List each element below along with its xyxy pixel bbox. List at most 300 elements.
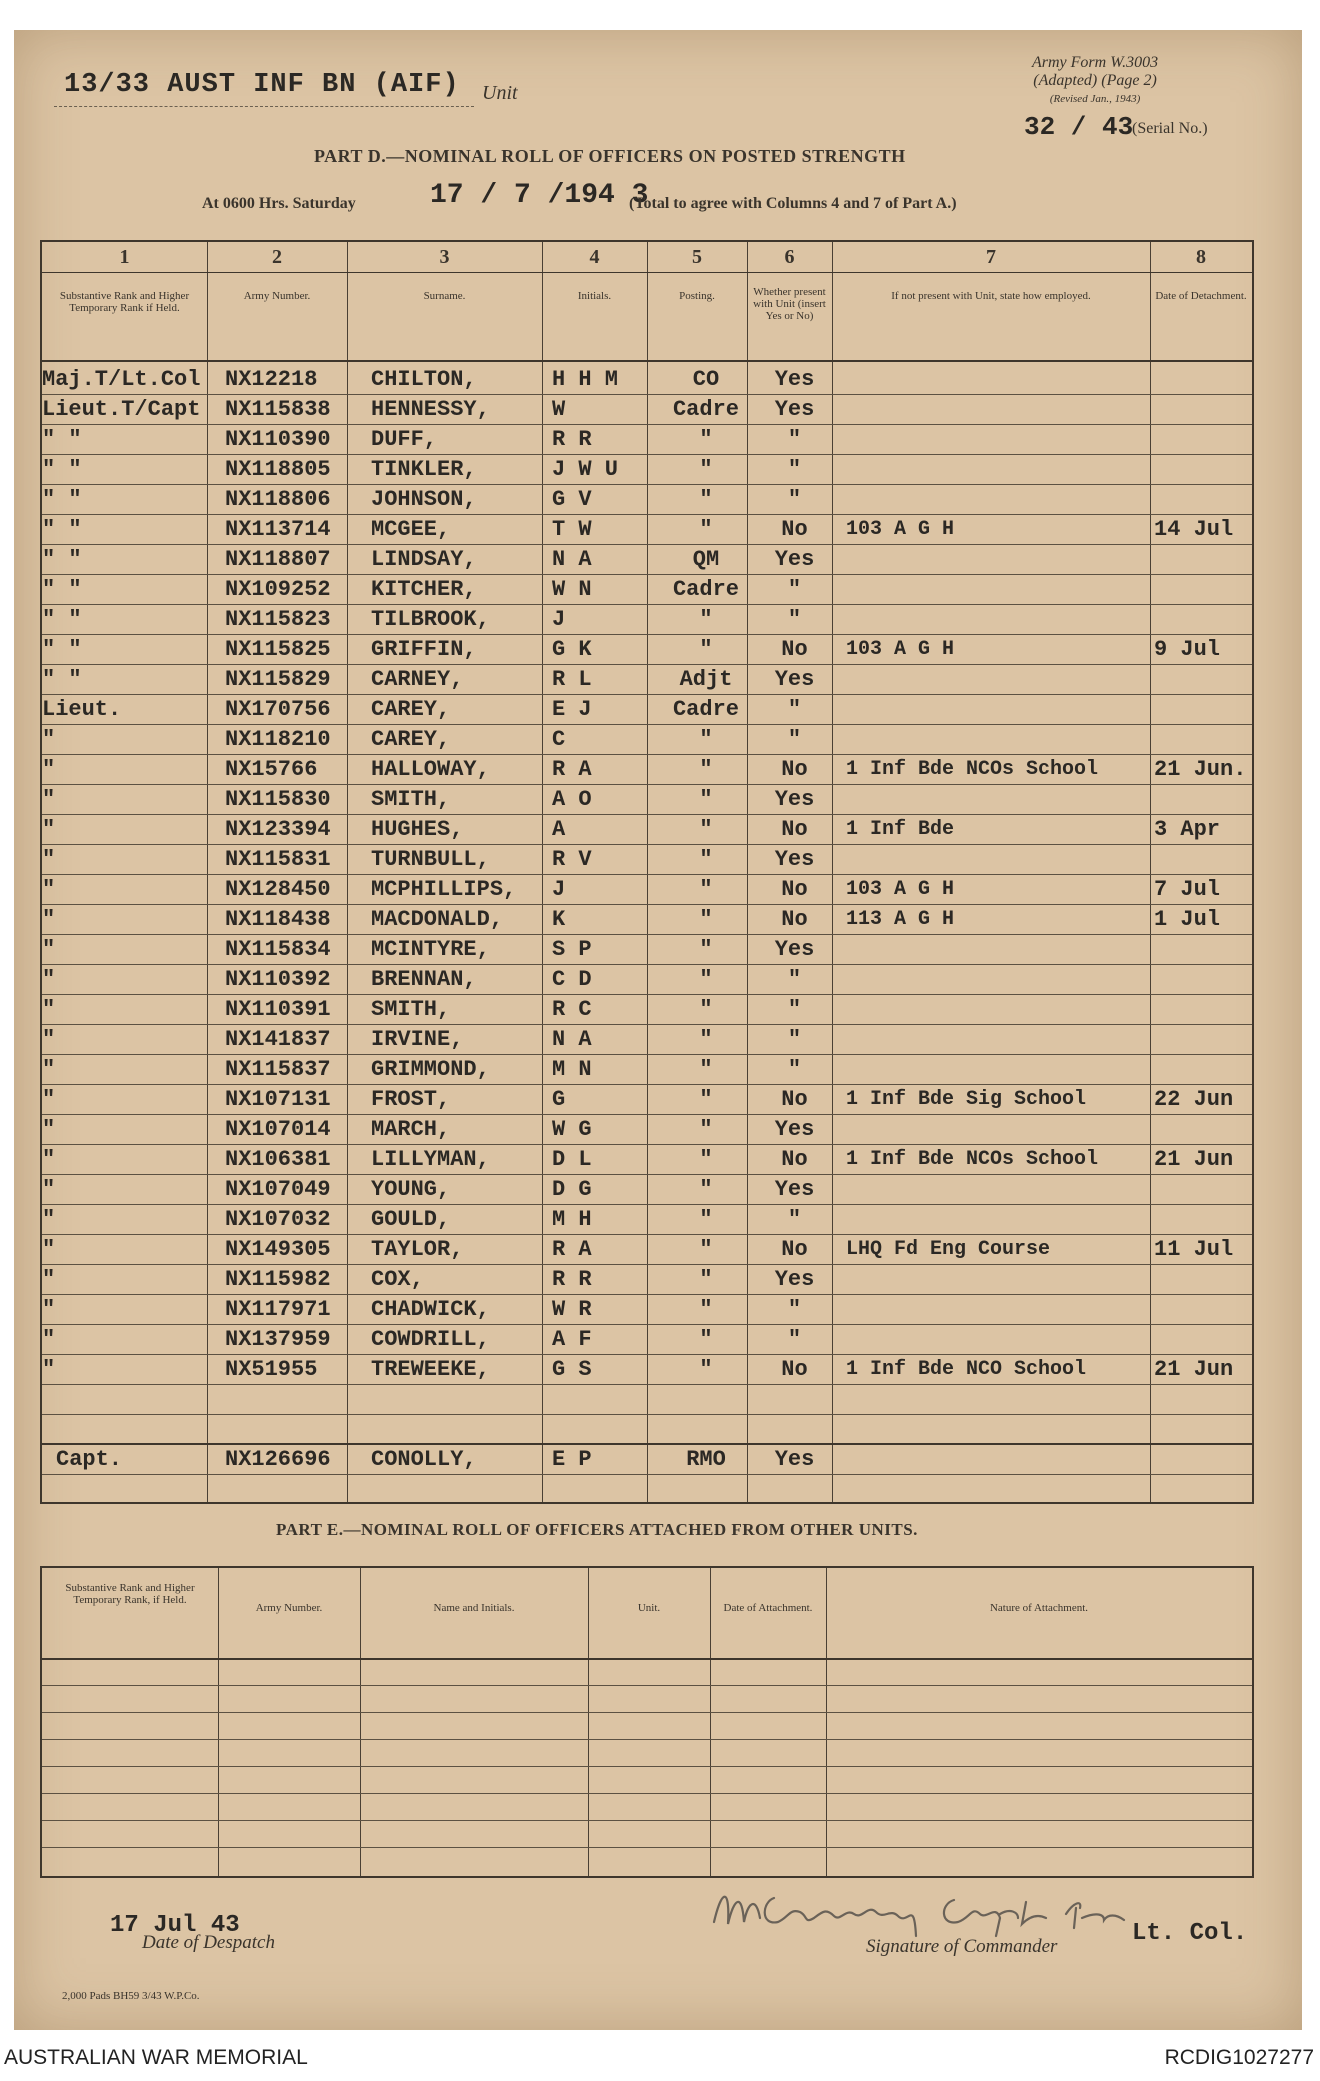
row-divider	[42, 1024, 1252, 1025]
table-cell: 113 A G H	[846, 908, 955, 931]
table-cell: "	[42, 757, 56, 782]
army-form-adapted: (Adapted) (Page 2)	[1033, 72, 1157, 89]
table-cell: "	[42, 817, 56, 842]
column-header: Army Number.	[255, 1602, 323, 1614]
column-divider	[542, 242, 543, 1502]
table-cell: " "	[42, 667, 82, 692]
table-cell: M N	[552, 1057, 592, 1082]
table-cell: "	[42, 1237, 56, 1262]
table-cell: NX109252	[225, 577, 331, 602]
table-cell: NX107014	[225, 1117, 331, 1142]
table-cell: A O	[552, 787, 592, 812]
table-cell: 1 Inf Bde NCOs School	[846, 758, 1099, 781]
column-header: Whether present with Unit (insert Yes or No)	[753, 286, 826, 322]
table-cell: "	[787, 727, 802, 752]
row-divider	[42, 604, 1252, 605]
table-cell: NX107131	[225, 1087, 331, 1112]
table-cell: No	[781, 757, 808, 782]
signature-label: Signature of Commander	[866, 1936, 1058, 1957]
column-header: Substantive Rank and Higher Temporary Rank, if Held.	[65, 1582, 195, 1606]
row-divider	[42, 1414, 1252, 1415]
table-cell: E J	[552, 697, 592, 722]
table-cell: "	[699, 907, 713, 932]
table-cell: LILLYMAN,	[371, 1147, 490, 1172]
table-cell: "	[699, 757, 713, 782]
table-cell: NX117971	[225, 1297, 331, 1322]
table-cell: TAYLOR,	[371, 1237, 464, 1262]
column-number: 6	[784, 246, 795, 268]
table-cell: NX107032	[225, 1207, 331, 1232]
table-cell: No	[781, 1357, 808, 1382]
row-divider	[42, 1766, 1252, 1767]
table-cell: "	[42, 907, 56, 932]
table-cell: "	[42, 1027, 56, 1052]
table-cell: NX118805	[225, 457, 331, 482]
table-cell: Yes	[774, 787, 815, 812]
table-cell: NX110392	[225, 967, 331, 992]
table-cell: NX115834	[225, 937, 331, 962]
table-cell: SMITH,	[371, 787, 451, 812]
table-cell: H H M	[552, 367, 619, 392]
row-divider	[42, 964, 1252, 965]
row-divider	[42, 1324, 1252, 1325]
table-cell: CARNEY,	[371, 667, 464, 692]
table-cell: 103 A G H	[846, 518, 955, 541]
table-cell: "	[699, 817, 713, 842]
table-cell: "	[42, 1207, 56, 1232]
table-cell: S P	[552, 937, 592, 962]
table-cell: E P	[552, 1447, 592, 1472]
table-cell: GRIFFIN,	[371, 637, 477, 662]
table-cell: "	[42, 967, 56, 992]
table-cell: " "	[42, 517, 82, 542]
column-divider	[710, 1568, 711, 1876]
table-cell: No	[781, 517, 808, 542]
table-cell: "	[787, 427, 802, 452]
part-d-table	[40, 240, 1254, 1504]
table-cell: GOULD,	[371, 1207, 451, 1232]
archive-label: AUSTRALIAN WAR MEMORIAL	[4, 2046, 308, 2069]
table-cell: Adjt	[679, 667, 733, 692]
row-divider	[42, 1204, 1252, 1205]
table-cell: "	[699, 1147, 713, 1172]
table-cell: 7 Jul	[1154, 877, 1221, 902]
table-cell: Yes	[774, 1267, 815, 1292]
table-cell: " "	[42, 637, 82, 662]
table-cell: "	[42, 1057, 56, 1082]
column-header: Initials.	[577, 290, 612, 302]
table-cell: BRENNAN,	[371, 967, 477, 992]
table-cell: NX170756	[225, 697, 331, 722]
table-cell: NX118438	[225, 907, 331, 932]
table-cell: "	[42, 727, 56, 752]
row-divider	[42, 1474, 1252, 1475]
table-cell: Capt.	[56, 1447, 123, 1472]
table-cell: "	[42, 1087, 56, 1112]
row-divider	[42, 1685, 1252, 1686]
table-cell: D L	[552, 1147, 592, 1172]
table-cell: "	[699, 427, 713, 452]
table-cell: NX137959	[225, 1327, 331, 1352]
table-cell: R R	[552, 427, 592, 452]
table-cell: G S	[552, 1357, 592, 1382]
table-cell: 21 Jun	[1154, 1357, 1234, 1382]
table-cell: "	[699, 997, 713, 1022]
table-cell: SMITH,	[371, 997, 451, 1022]
table-cell: 3 Apr	[1154, 817, 1221, 842]
roll-date: 17 / 7 /194 3	[430, 180, 649, 211]
table-cell: D G	[552, 1177, 592, 1202]
table-cell: J W U	[552, 457, 619, 482]
table-cell: No	[781, 907, 808, 932]
column-number-divider	[42, 272, 1252, 273]
table-cell: J	[552, 607, 566, 632]
table-cell: NX51955	[225, 1357, 318, 1382]
part-e-title: PART E.—NOMINAL ROLL OF OFFICERS ATTACHED FROM OTHER UNITS.	[276, 1520, 918, 1539]
table-cell: GRIMMOND,	[371, 1057, 490, 1082]
table-cell: "	[787, 1207, 802, 1232]
table-cell: COWDRILL,	[371, 1327, 490, 1352]
table-cell: "	[699, 1177, 713, 1202]
table-cell: No	[781, 1147, 808, 1172]
column-number: 2	[272, 246, 282, 268]
table-cell: Yes	[774, 1447, 815, 1472]
table-cell: NX115838	[225, 397, 331, 422]
table-cell: "	[42, 1357, 56, 1382]
row-divider	[42, 574, 1252, 575]
table-cell: No	[781, 1087, 808, 1112]
table-cell: G	[552, 1087, 566, 1112]
column-header: Unit.	[637, 1602, 661, 1614]
table-cell: "	[699, 967, 713, 992]
table-cell: NX12218	[225, 367, 318, 392]
table-cell: " "	[42, 607, 82, 632]
table-cell: 11 Jul	[1154, 1237, 1234, 1262]
table-cell: NX110391	[225, 997, 331, 1022]
table-cell: G K	[552, 637, 592, 662]
table-cell: Yes	[774, 847, 815, 872]
column-header: Posting.	[679, 290, 715, 302]
table-cell: LINDSAY,	[371, 547, 477, 572]
table-cell: " "	[42, 577, 82, 602]
table-cell: RMO	[686, 1447, 726, 1472]
table-cell: "	[42, 847, 56, 872]
table-cell: "	[787, 1027, 802, 1052]
table-cell: "	[787, 487, 802, 512]
table-cell: MACDONALD,	[371, 907, 504, 932]
table-cell: CHADWICK,	[371, 1297, 490, 1322]
table-cell: T W	[552, 517, 592, 542]
table-cell: "	[787, 1327, 802, 1352]
table-cell: "	[42, 1327, 56, 1352]
part-d-title: PART D.—NOMINAL ROLL OF OFFICERS ON POSTED STRENGTH	[314, 146, 906, 166]
table-cell: "	[699, 1327, 713, 1352]
table-cell: NX115830	[225, 787, 331, 812]
table-cell: "	[42, 1297, 56, 1322]
row-divider	[42, 1054, 1252, 1055]
column-header: If not present with Unit, state how employed.	[891, 290, 1091, 302]
roll-total-note: (Total to agree with Columns 4 and 7 of Part A.)	[629, 195, 957, 212]
table-cell: "	[42, 1267, 56, 1292]
column-number: 3	[439, 246, 450, 268]
table-cell: "	[787, 457, 802, 482]
table-cell: No	[781, 877, 808, 902]
table-cell: "	[699, 457, 713, 482]
table-cell: TREWEEKE,	[371, 1357, 490, 1382]
signature-rank: Lt. Col.	[1132, 1920, 1248, 1947]
table-cell: NX126696	[225, 1447, 331, 1472]
table-cell: KITCHER,	[371, 577, 477, 602]
table-cell: R C	[552, 997, 592, 1022]
table-cell: MARCH,	[371, 1117, 451, 1142]
table-cell: "	[787, 607, 802, 632]
table-cell: 22 Jun	[1154, 1087, 1234, 1112]
table-cell: LHQ Fd Eng Course	[846, 1238, 1051, 1261]
table-cell: Yes	[774, 1117, 815, 1142]
table-cell: "	[699, 1087, 713, 1112]
table-cell: W	[552, 397, 566, 422]
table-cell: Maj.T/Lt.Col	[42, 367, 201, 392]
table-cell: 1 Inf Bde Sig School	[846, 1088, 1087, 1111]
column-header: Name and Initials.	[433, 1602, 515, 1614]
table-cell: IRVINE,	[371, 1027, 464, 1052]
serial-number: 32 / 43	[1024, 112, 1134, 142]
table-cell: "	[699, 787, 713, 812]
table-cell: N A	[552, 1027, 592, 1052]
table-cell: C D	[552, 967, 592, 992]
table-cell: "	[699, 1237, 713, 1262]
table-cell: NX113714	[225, 517, 331, 542]
column-divider	[826, 1568, 827, 1876]
table-cell: MCINTYRE,	[371, 937, 490, 962]
serial-label: (Serial No.)	[1132, 120, 1208, 137]
row-divider	[42, 484, 1252, 485]
table-cell: CONOLLY,	[371, 1447, 477, 1472]
header-divider	[42, 1658, 1252, 1660]
row-divider	[42, 694, 1252, 695]
row-divider	[42, 1820, 1252, 1821]
table-cell: NX110390	[225, 427, 331, 452]
table-cell: "	[699, 937, 713, 962]
column-divider	[647, 242, 648, 1502]
table-cell: "	[787, 697, 802, 722]
table-cell: "	[42, 997, 56, 1022]
table-cell: R R	[552, 1267, 592, 1292]
total-divider	[42, 1443, 1252, 1445]
table-cell: "	[699, 1057, 713, 1082]
table-cell: Yes	[774, 367, 815, 392]
table-cell: HALLOWAY,	[371, 757, 490, 782]
table-cell: K	[552, 907, 566, 932]
table-cell: 1 Inf Bde NCO School	[846, 1358, 1087, 1381]
row-divider	[42, 994, 1252, 995]
commander-signature	[704, 1878, 1164, 1942]
table-cell: NX118807	[225, 547, 331, 572]
table-cell: MCPHILLIPS,	[371, 877, 517, 902]
table-cell: COX,	[371, 1267, 424, 1292]
row-divider	[42, 724, 1252, 725]
army-form-revised: (Revised Jan., 1943)	[1049, 93, 1141, 105]
table-cell: A	[552, 817, 566, 842]
table-cell: NX107049	[225, 1177, 331, 1202]
army-form-number: Army Form W.3003	[1032, 54, 1159, 71]
table-cell: "	[787, 1057, 802, 1082]
table-cell: 103 A G H	[846, 638, 955, 661]
table-cell: NX106381	[225, 1147, 331, 1172]
table-cell: "	[699, 877, 713, 902]
table-cell: NX15766	[225, 757, 318, 782]
table-cell: 1 Inf Bde	[846, 818, 955, 841]
table-cell: NX115837	[225, 1057, 331, 1082]
column-header: Nature of Attachment.	[989, 1602, 1089, 1614]
table-cell: CAREY,	[371, 727, 451, 752]
table-cell: No	[781, 637, 808, 662]
table-cell: J	[552, 877, 566, 902]
column-number: 7	[986, 246, 996, 268]
table-cell: W G	[552, 1117, 592, 1142]
table-cell: Lieut.T/Capt	[42, 397, 201, 422]
table-cell: "	[42, 1177, 56, 1202]
table-cell: JOHNSON,	[371, 487, 477, 512]
table-cell: C	[552, 727, 566, 752]
table-cell: Yes	[774, 1177, 815, 1202]
table-cell: NX118210	[225, 727, 331, 752]
table-cell: CHILTON,	[371, 367, 477, 392]
table-cell: NX141837	[225, 1027, 331, 1052]
table-cell: NX149305	[225, 1237, 331, 1262]
table-cell: "	[699, 1027, 713, 1052]
table-cell: "	[42, 1117, 56, 1142]
table-cell: R A	[552, 1237, 592, 1262]
row-divider	[42, 424, 1252, 425]
row-divider	[42, 1793, 1252, 1794]
column-number: 8	[1196, 246, 1206, 268]
column-divider	[360, 1568, 361, 1876]
table-cell: "	[699, 1207, 713, 1232]
table-cell: Cadre	[672, 397, 739, 422]
table-cell: "	[699, 1297, 713, 1322]
table-cell: TURNBULL,	[371, 847, 490, 872]
table-cell: "	[787, 967, 802, 992]
row-divider	[42, 1847, 1252, 1848]
table-cell: NX115982	[225, 1267, 331, 1292]
row-divider	[42, 1294, 1252, 1295]
table-cell: "	[787, 1297, 802, 1322]
table-cell: Cadre	[672, 697, 739, 722]
table-cell: No	[781, 1237, 808, 1262]
table-cell: HENNESSY,	[371, 397, 490, 422]
unit-value: 13/33 AUST INF BN (AIF)	[64, 70, 460, 100]
table-cell: A F	[552, 1327, 592, 1352]
row-divider	[42, 454, 1252, 455]
table-cell: NX123394	[225, 817, 331, 842]
table-cell: "	[42, 787, 56, 812]
table-cell: NX128450	[225, 877, 331, 902]
column-divider	[832, 242, 833, 1502]
table-cell: Lieut.	[42, 697, 122, 722]
table-cell: R L	[552, 667, 592, 692]
table-cell: No	[781, 817, 808, 842]
column-divider	[347, 242, 348, 1502]
form-sheet	[14, 30, 1302, 2030]
column-header: Army Number.	[243, 290, 311, 302]
table-cell: "	[699, 487, 713, 512]
part-e-table	[40, 1566, 1254, 1878]
table-cell: TILBROOK,	[371, 607, 490, 632]
table-cell: 21 Jun	[1154, 1147, 1234, 1172]
table-cell: "	[787, 577, 802, 602]
header-divider	[42, 360, 1252, 362]
table-cell: R V	[552, 847, 592, 872]
table-cell: "	[42, 937, 56, 962]
table-cell: "	[699, 1357, 713, 1382]
printer-note: 2,000 Pads BH59 3/43 W.P.Co.	[62, 1990, 200, 2002]
table-cell: 14 Jul	[1154, 517, 1234, 542]
row-divider	[42, 1712, 1252, 1713]
column-divider	[747, 242, 748, 1502]
column-divider	[207, 242, 208, 1502]
table-cell: G V	[552, 487, 592, 512]
table-cell: Yes	[774, 937, 815, 962]
table-cell: "	[699, 727, 713, 752]
table-cell: "	[699, 607, 713, 632]
column-number: 1	[119, 246, 130, 268]
table-cell: Yes	[774, 397, 815, 422]
table-cell: FROST,	[371, 1087, 451, 1112]
archive-id: RCDIG1027277	[1164, 2046, 1314, 2069]
column-header: Date of Detachment.	[1155, 290, 1247, 302]
table-cell: 21 Jun.	[1154, 757, 1247, 782]
table-cell: 9 Jul	[1154, 637, 1221, 662]
table-cell: "	[699, 517, 713, 542]
row-divider	[42, 394, 1252, 395]
table-cell: M H	[552, 1207, 592, 1232]
table-cell: Cadre	[672, 577, 739, 602]
table-cell: "	[699, 637, 713, 662]
table-cell: R A	[552, 757, 592, 782]
table-cell: NX115825	[225, 637, 331, 662]
table-cell: TINKLER,	[371, 457, 477, 482]
column-header: Substantive Rank and Higher Temporary Rank if Held.	[59, 290, 190, 314]
column-header: Surname.	[423, 290, 466, 302]
table-cell: "	[42, 1147, 56, 1172]
table-cell: QM	[692, 547, 720, 572]
table-cell: " "	[42, 427, 82, 452]
unit-label: Unit	[482, 82, 518, 104]
table-cell: MCGEE,	[371, 517, 451, 542]
army-form-block	[1032, 54, 1158, 108]
table-cell: CO	[692, 367, 720, 392]
despatch-label: Date of Despatch	[142, 1932, 275, 1953]
column-number: 5	[692, 246, 702, 268]
table-cell: "	[699, 847, 713, 872]
roll-time-label: At 0600 Hrs. Saturday	[202, 195, 356, 212]
table-cell: "	[42, 877, 56, 902]
table-cell: 103 A G H	[846, 878, 955, 901]
table-cell: W R	[552, 1297, 592, 1322]
column-divider	[588, 1568, 589, 1876]
table-cell: Yes	[774, 667, 815, 692]
unit-underline	[54, 106, 474, 107]
table-cell: "	[699, 1267, 713, 1292]
table-cell: HUGHES,	[371, 817, 464, 842]
table-cell: CAREY,	[371, 697, 451, 722]
table-cell: " "	[42, 547, 82, 572]
row-divider	[42, 1739, 1252, 1740]
table-cell: NX115831	[225, 847, 331, 872]
table-cell: N A	[552, 547, 592, 572]
table-cell: YOUNG,	[371, 1177, 451, 1202]
